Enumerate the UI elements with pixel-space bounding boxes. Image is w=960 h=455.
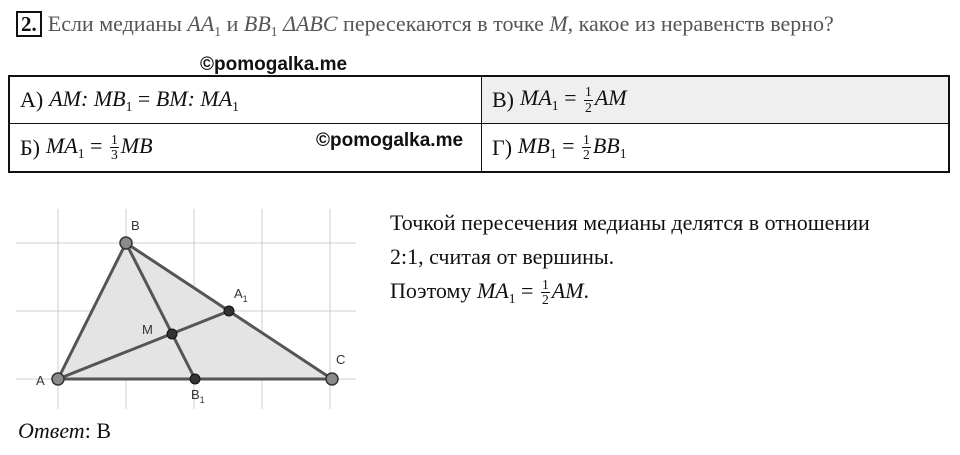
task-number: 2. (16, 11, 42, 37)
task-text-after: , какое из неравенств верно? (567, 11, 834, 36)
explanation (390, 206, 950, 316)
label-b1: $B_1$ (191, 387, 205, 405)
vertex-c (326, 373, 338, 385)
watermark: ©pomogalka.me (200, 54, 348, 75)
explanation-formula: Поэтому $MA_1$ = $\frac{1}{2}$ AM. (390, 277, 590, 308)
and-word: и (221, 11, 244, 36)
answer-label: Ответ (18, 418, 85, 443)
explanation-line: 2:1, считая от вершины. (390, 244, 615, 269)
label-b: B (131, 218, 140, 233)
point-b1 (190, 374, 200, 384)
explanation-line: Точкой пересечения медианы делятся в отношении (390, 210, 870, 235)
triangle-abc: ΔABC (277, 11, 338, 36)
option-v: В) $MA_1$ = $\frac{1}{2}$ AM (482, 77, 948, 124)
task-text-before: Если медианы (47, 11, 188, 36)
option-b: Б) $MA_1$ = $\frac{1}{3}$ MB (10, 124, 482, 171)
options-table (8, 75, 950, 173)
label-a: A (36, 373, 45, 388)
label-c: C (336, 352, 346, 367)
option-g: Г) $MB_1$ = $\frac{1}{2}$ $BB_1$ (492, 131, 627, 163)
task-text-middle: пересекаются в точке (337, 11, 550, 36)
answer: Ответ: В (18, 418, 111, 443)
answer-value: В (96, 418, 111, 443)
option-a: А) AM: $MB_1$ = BM: $MA_1$ (10, 77, 482, 124)
label-m: M (142, 322, 153, 337)
vertex-b (120, 237, 132, 249)
triangle-figure (16, 204, 361, 409)
task-statement (16, 8, 936, 48)
vertex-a (52, 373, 64, 385)
point-a1 (224, 306, 234, 316)
watermark: ©pomogalka.me (316, 130, 464, 151)
median-bb1: $BB_1$ (243, 11, 278, 39)
median-aa1: $AA_1$ (187, 11, 222, 39)
point-m (167, 329, 177, 339)
label-a1: $A_1$ (234, 286, 248, 304)
point-m: M (549, 11, 568, 36)
